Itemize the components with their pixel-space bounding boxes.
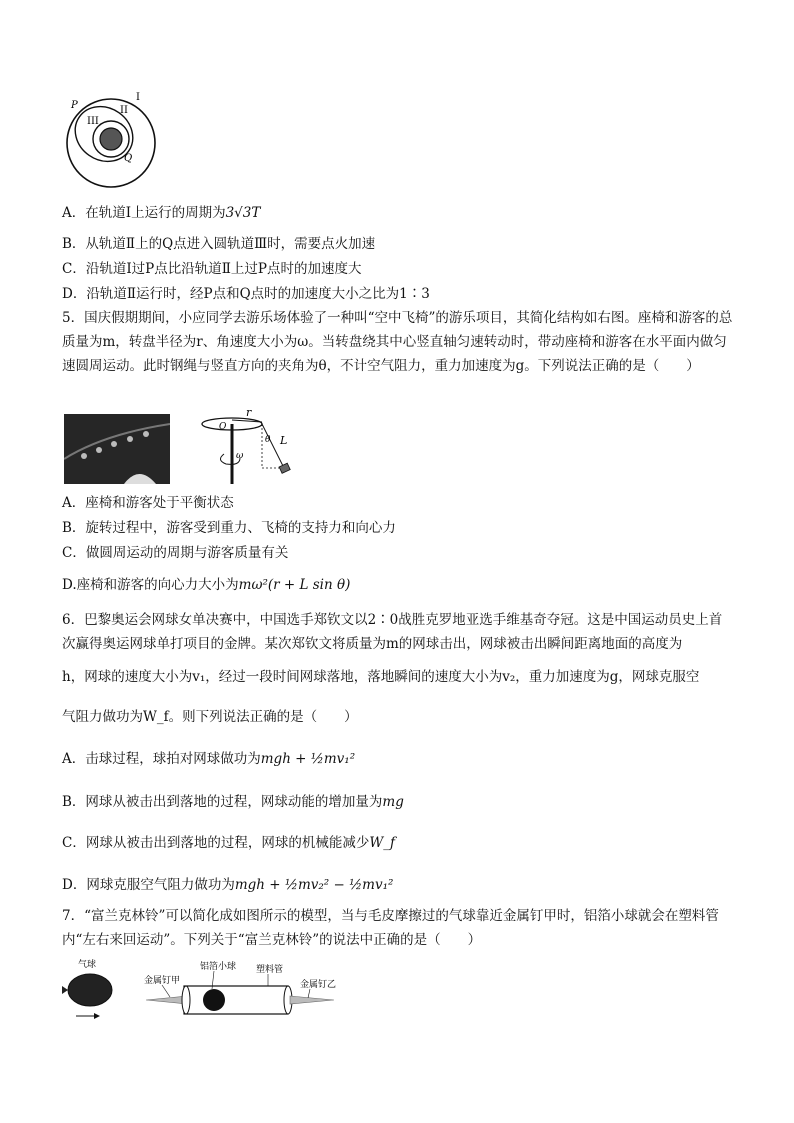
orbit-label-ii: II	[120, 105, 128, 116]
franklin-bell-figure	[62, 956, 362, 1026]
q6-option-c-formula: W_f	[369, 835, 395, 851]
q4-option-a[interactable]: A．在轨道Ⅰ上运行的周期为3√3T	[62, 205, 261, 221]
q4-option-c[interactable]: C．沿轨道Ⅰ过P点比沿轨道Ⅱ上过P点时的加速度大	[62, 261, 362, 277]
balloon-knot	[62, 986, 68, 994]
balloon	[68, 974, 112, 1006]
planet	[100, 128, 122, 150]
label-nail-b: 金属钉乙	[300, 980, 337, 990]
q6-stem-2: h，网球的速度大小为v₁，经过一段时间网球落地，落地瞬间的速度大小为v₂，重力加速度为g，网球克服空	[62, 669, 700, 685]
chair-box	[279, 463, 290, 473]
label-l: L	[280, 434, 288, 447]
pointer-nail-b	[308, 989, 310, 998]
label-r: r	[246, 406, 252, 419]
balloon-arrow-head	[94, 1013, 100, 1019]
q6-option-a[interactable]: A．击球过程，球拍对网球做功为mgh + ½mv₁²	[62, 751, 356, 767]
label-theta: θ	[265, 435, 271, 445]
plastic-tube	[184, 986, 288, 1014]
orbit-label-q: Q	[124, 153, 133, 164]
q6-option-b[interactable]: B．网球从被击出到落地的过程，网球动能的增加量为mg	[62, 794, 404, 810]
q4-option-d[interactable]: D．沿轨道Ⅱ运行时，经P点和Q点时的加速度大小之比为1∶3	[62, 286, 430, 302]
orbit-label-iii: III	[87, 116, 99, 127]
label-omega: ω	[236, 451, 244, 461]
flying-chair-photo-sketch	[64, 414, 170, 484]
foil-ball	[203, 989, 225, 1011]
orbit-label-i: I	[136, 92, 140, 103]
pointer-nail-a	[162, 985, 170, 997]
label-foil-ball: 铝箔小球	[200, 962, 237, 972]
q5-option-d[interactable]: D.座椅和游客的向心力大小为mω²(r + L sin θ)	[62, 577, 351, 593]
q5-stem: 5．国庆假期期间，小应同学去游乐场体验了一种叫“空中飞椅”的游乐项目，其简化结构如右图。座椅和游客的总质量为m，转盘半径为r、角速度大小为ω。当转盘绕其中心竖直轴匀速转动时，带动座椅和游客在水平面内做匀速圆周运动。此时钢绳与竖直方向的夹角为θ，不计空气阻力，重力加速度为g。下列说法正确的是（ ）	[62, 310, 733, 374]
label-tube: 塑料管	[256, 965, 284, 975]
flying-chair-photo	[64, 414, 170, 484]
q5-option-c[interactable]: C．做圆周运动的周期与游客质量有关	[62, 545, 289, 561]
q6-option-d[interactable]: D．网球克服空气阻力做功为mgh + ½mv₂² − ½mv₁²	[62, 877, 394, 893]
orbit-figure	[62, 86, 162, 196]
label-balloon: 气球	[78, 960, 97, 970]
q4-option-b[interactable]: B．从轨道Ⅱ上的Q点进入圆轨道Ⅲ时，需要点火加速	[62, 236, 376, 252]
q5-option-b[interactable]: B．旋转过程中，游客受到重力、飞椅的支持力和向心力	[62, 520, 396, 536]
q7-stem: 7．“富兰克林铃”可以简化成如图所示的模型，当与毛皮摩擦过的气球靠近金属钉甲时，铝箔小球就会在塑料管内“左右来回运动”。下列关于“富兰克林铃”的说法中正确的是（ ）	[62, 908, 719, 948]
q5-option-a[interactable]: A．座椅和游客处于平衡状态	[62, 495, 234, 511]
q6-stem-3: 气阻力做功为W_f。则下列说法正确的是（ ）	[62, 709, 358, 725]
tube-left-end	[182, 986, 190, 1014]
q4-option-a-formula: 3√3T	[225, 205, 261, 221]
flying-chair-diagram	[196, 406, 296, 486]
orbit-label-p: P	[71, 100, 78, 111]
label-o: O	[219, 422, 227, 432]
q6-stem-1: 6．巴黎奥运会网球女单决赛中，中国选手郑钦文以2∶0战胜克罗地亚选手维基奇夺冠。这是中国运动员史上首次赢得奥运网球单打项目的金牌。某次郑钦文将质量为m的网球击出，网球被击出瞬间距离地面的高度为	[62, 612, 723, 652]
q5-option-d-formula: mω²(r + L sin θ)	[238, 577, 351, 593]
nail-b	[290, 996, 334, 1004]
q6-option-b-formula: mg	[382, 794, 404, 810]
label-nail-a: 金属钉甲	[144, 976, 181, 986]
q6-option-c[interactable]: C．网球从被击出到落地的过程，网球的机械能减少W_f	[62, 835, 395, 851]
q6-option-a-formula: mgh + ½mv₁²	[260, 751, 356, 767]
q6-option-d-formula: mgh + ½mv₂² − ½mv₁²	[234, 877, 394, 893]
